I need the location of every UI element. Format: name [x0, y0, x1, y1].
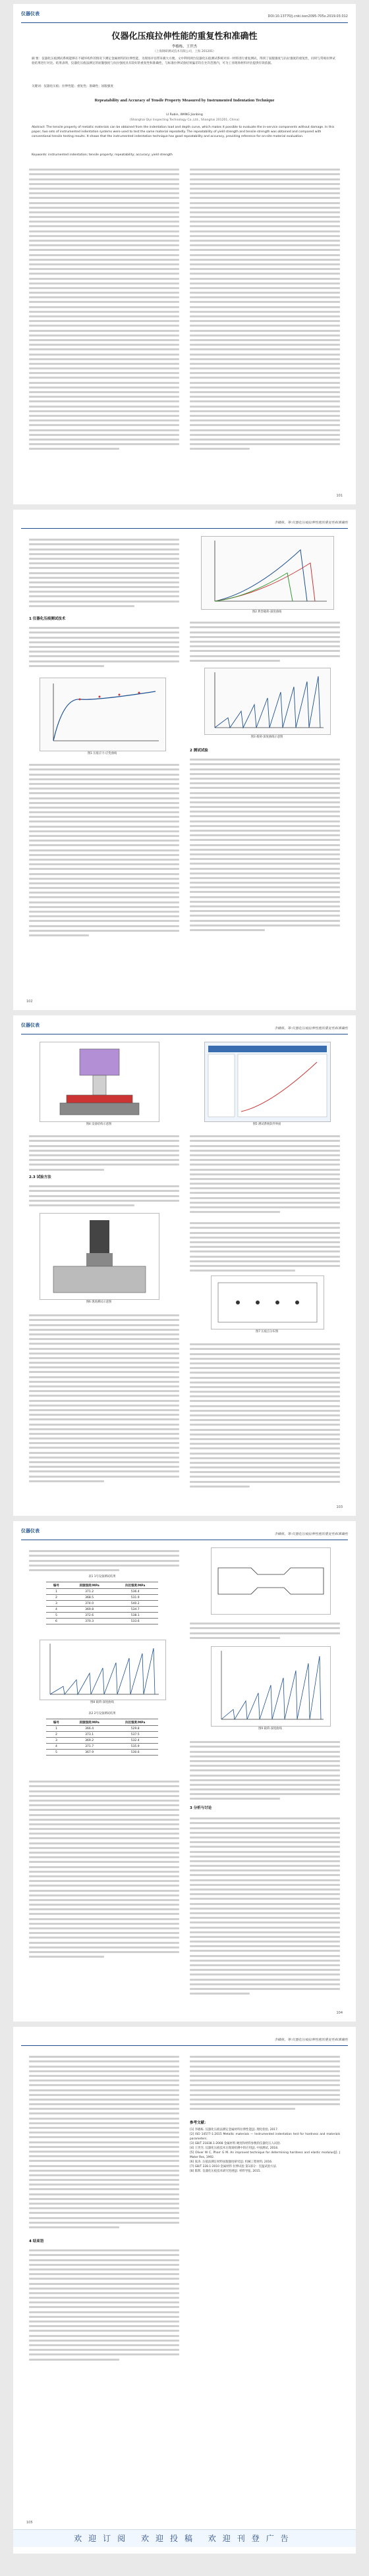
field-test-diagram: [40, 1214, 159, 1299]
body-column-right: [190, 619, 340, 664]
body-column-right-2: [190, 1738, 340, 1803]
page-number: 103: [336, 1505, 343, 1509]
reference-item: [8] 陈辉. 仪器化压痕技术研究进展[J]. 材料导报, 2015.: [190, 2170, 261, 2174]
table-cell: 370.3: [67, 1619, 113, 1624]
body-column-left: [29, 1547, 179, 1574]
table-cell: 371.7: [67, 1744, 113, 1750]
column-header: 编号: [46, 1719, 67, 1726]
table-cell: 5: [46, 1613, 67, 1619]
body-column-right-3: [190, 1341, 340, 1490]
page-header: [21, 1022, 348, 1034]
table-cell: 5: [46, 1750, 67, 1756]
reference-list: [190, 2128, 340, 2174]
table-row: [46, 1738, 158, 1744]
references: [190, 2119, 340, 2174]
page-number: 105: [26, 2521, 33, 2525]
table-cell: 1: [46, 1726, 67, 1732]
body-column-right-3: [190, 1815, 340, 1997]
table-cell: 534.7: [112, 1607, 158, 1613]
body-column-right-2: [190, 756, 340, 934]
title-en: Repeatability and Accuracy of Tensile Property Measured by Instrumented Indentation Technique: [94, 98, 275, 103]
page-1: [13, 4, 356, 504]
body-column-right: [190, 1620, 340, 1642]
abstract-cn: 摘 要：仪器化压痕测试系统能够在不破坏构件的情况下测定金属材料的拉伸性能，为现场评估带来极大方便。文中利用两台仪器化压痕测试系统对同一材料进行重复测试，得到了屈服强度与抗拉强度的重复性，同时与常规拉伸试验结果进行对比。结果表明，仪器化压痕法测定的屈服强度与抗拉强度具有较好的重复性和准确性，与标准拉伸试验结果偏差均在允许范围内，可为工业现场材料评估提供有效依据。: [32, 57, 335, 65]
abstract-en: Abstract: The tensile property of metallic materials can be obtained from the indentation load and depth curve, which makes it possible to evaluate the in-service components without damage. In this paper, two sets of instrumented indentation systems were used to test the same material repeatedly. The repeatability of yield strength and tensile strength was obtained and compared with conventional tensile testing results. It shows that the instrumented indentation technique has good repeatability and accuracy, providing reference for on-site material evaluation.: [32, 126, 335, 138]
reference-item: [3] GB/T 21838.1-2008 金属材料 硬度和材料参数的仪器化压入试验.: [190, 2142, 281, 2146]
body-column-right: [190, 2053, 340, 2112]
specimen-drawing: [212, 1548, 330, 1614]
table-cell: 533.6: [112, 1619, 158, 1624]
column-header: 抗拉强度/MPa: [112, 1719, 158, 1726]
device-structure-diagram: [40, 1042, 159, 1121]
figure-2-caption: 图2 典型载荷-深度曲线: [252, 610, 282, 614]
table-cell: 536.4: [112, 1589, 158, 1595]
figure-5-caption: 图5 测试系统软件界面: [252, 1123, 281, 1126]
table-row: [46, 1619, 158, 1624]
table-row: [46, 1595, 158, 1601]
reference-item: [6] 张涛. 压痕法测定材料屈服强度研究[J]. 机械工程材料, 2016.: [190, 2160, 273, 2164]
figure-7-caption: 图7 压痕点分布图: [255, 1330, 279, 1333]
running-header: 李樯栋，等:仪器化压痕拉伸性能的重复性和准确性: [274, 1532, 348, 1536]
body-column-right-2: [190, 1220, 340, 1274]
figure-4-caption: 图4 设备结构示意图: [86, 1123, 112, 1126]
section-heading: [29, 2238, 179, 2246]
body-column-left-2: [29, 1778, 179, 1960]
body-column-left-2: [29, 1183, 179, 1209]
figure-7: [211, 1275, 324, 1329]
table-cell: 538.1: [112, 1613, 158, 1619]
body-column-left-2: [29, 2247, 179, 2363]
column-header: 屈服强度/MPa: [67, 1582, 113, 1589]
body-column-left-3: [29, 761, 179, 939]
authors-en: LI Rubin, WANG Jianbing: [166, 113, 203, 117]
journal-logo: 仪器仪表: [21, 1023, 40, 1028]
table-row: [46, 1601, 158, 1607]
section-title: 2 测试试验: [190, 749, 208, 753]
subscription-banner: 欢迎订阅 欢迎投稿 欢迎刊登广告: [13, 2529, 356, 2547]
section-title: 2.3 试验方法: [29, 1175, 51, 1179]
table-cell: 530.6: [112, 1750, 158, 1756]
table-row: [46, 1750, 158, 1756]
page-5: [13, 2027, 356, 2554]
page-3: [13, 1015, 356, 1516]
page-number: 102: [26, 1000, 33, 1004]
column-header: 编号: [46, 1582, 67, 1589]
load-depth-curves-device-1: [40, 1640, 165, 1700]
table-cell: 367.9: [67, 1750, 113, 1756]
table-cell: 366.4: [67, 1726, 113, 1732]
table-cell: 531.9: [112, 1595, 158, 1601]
references-title: 参考文献：: [190, 2121, 208, 2125]
figure-1-caption: 图1 压痕应力-应变曲线: [87, 752, 117, 755]
authors: 李樯栋，王世杰: [171, 45, 198, 49]
load-depth-curves: [202, 537, 333, 609]
figure-6-caption: 图6 现场测试示意图: [86, 1301, 112, 1304]
table-body: [46, 1726, 158, 1756]
software-interface: [205, 1042, 330, 1121]
affiliation: （上海钢研测试技术有限公司，上海 201201）: [153, 50, 216, 53]
page-header: [21, 11, 348, 23]
table-2: [46, 1719, 158, 1756]
page-header: [21, 1528, 348, 1540]
table-cell: 368.5: [67, 1595, 113, 1601]
figure-3-caption: 图3 载荷-深度曲线示意图: [250, 736, 283, 739]
figure-8-caption: 图8 载荷-深度曲线: [90, 1701, 114, 1704]
table-cell: 2: [46, 1595, 67, 1601]
table-row: [46, 1607, 158, 1613]
table-cell: 1: [46, 1589, 67, 1595]
table-row: [46, 1613, 158, 1619]
page-number: 101: [336, 494, 343, 498]
page-4: [13, 1521, 356, 2022]
reference-item: [5] Oliver W C, Pharr G M. An improved technique for determining hardness and elastic modulus[J]. J Mater Res, 1992.: [190, 2151, 340, 2160]
reference-item: [7] GB/T 228.1-2010 金属材料 拉伸试验 第1部分：室温试验方法.: [190, 2165, 277, 2169]
figure-9: [211, 1646, 331, 1727]
table-row: [46, 1589, 158, 1595]
running-header: 李樯栋，等:仪器化压痕拉伸性能的重复性和准确性: [274, 2038, 348, 2042]
table-header-row: [46, 1582, 158, 1589]
specimen-figure: [211, 1547, 331, 1615]
table-cell: 4: [46, 1607, 67, 1613]
body-column-left: [29, 1133, 179, 1173]
table-cell: 529.8: [112, 1726, 158, 1732]
affiliation-en: (Shanghai Qiyi Inspecting Technology Co.,Ltd., Shanghai 201201, China): [129, 119, 240, 122]
figure-5: [204, 1042, 331, 1122]
table-cell: 374.0: [67, 1601, 113, 1607]
page-number: 104: [336, 2011, 343, 2015]
table-cell: 369.8: [67, 1607, 113, 1613]
section-heading: [29, 615, 179, 624]
doi-text: DOI:10.13770/j.cnki.issn2095-705x.2019.03.012: [268, 14, 348, 18]
body-column-left: [29, 166, 179, 452]
table-cell: 2: [46, 1732, 67, 1738]
table-cell: 3: [46, 1738, 67, 1744]
table-cell: 532.4: [112, 1738, 158, 1744]
table-cell: 373.1: [67, 1732, 113, 1738]
section-heading: [29, 1173, 179, 1182]
load-depth-curves-device-2: [212, 1647, 330, 1726]
section-heading: [190, 1804, 340, 1813]
body-column-left: [29, 2053, 179, 2231]
table-cell: 6: [46, 1619, 67, 1624]
section-title: 4 结束语: [29, 2240, 44, 2243]
body-column-right: [190, 166, 340, 452]
page-2: [13, 510, 356, 1010]
loading-unloading-cycles: [205, 668, 330, 734]
section-heading-2: [190, 747, 340, 755]
table-cell: 371.2: [67, 1589, 113, 1595]
body-column-left-2: [29, 624, 179, 670]
reference-item: [1] 李樯栋. 仪器化压痕法测定金属材料拉伸性能[J]. 理化检验, 2017.: [190, 2128, 279, 2132]
table-row: [46, 1732, 158, 1738]
table-cell: 4: [46, 1744, 67, 1750]
running-header: 李樯栋，等:仪器化压痕拉伸性能的重复性和准确性: [274, 1027, 348, 1031]
keywords-en: Keywords: instrumented indentation; tensile property; repeatability; accuracy; yield strength: [32, 153, 173, 157]
column-header: 屈服强度/MPa: [67, 1719, 113, 1726]
figure-1: [40, 678, 166, 751]
table-cell: 3: [46, 1601, 67, 1607]
figure-4: [40, 1042, 159, 1122]
table-header-row: [46, 1719, 158, 1726]
section-title: 1 仪器化压痕测试技术: [29, 617, 66, 621]
table-1: [46, 1582, 158, 1624]
column-header: 抗拉强度/MPa: [112, 1582, 158, 1589]
table-cell: 540.2: [112, 1601, 158, 1607]
figure-9-caption: 图9 载荷-深度曲线: [258, 1727, 282, 1731]
reference-item: [4] 王世杰. 仪器化压痕技术在现场检测中的应用[J]. 中国测试, 2018.: [190, 2147, 279, 2151]
table-2-caption: 表2 2号设备测试结果: [88, 1712, 116, 1715]
table-1-caption: 表1 1号设备测试结果: [88, 1575, 116, 1578]
page-header: [21, 516, 348, 529]
figure-6: [40, 1213, 159, 1300]
article-title: 仪器化压痕拉伸性能的重复性和准确性: [111, 32, 258, 41]
table-cell: 369.2: [67, 1738, 113, 1744]
figure-8: [40, 1640, 166, 1700]
stress-strain-diagram: [40, 678, 165, 751]
body-column-left: [29, 536, 179, 610]
reference-item: [2] ISO 14577-1:2015 Metallic materials — Instrumented indentation test for hardness and materials parameters.: [190, 2133, 340, 2141]
table-cell: 372.6: [67, 1613, 113, 1619]
journal-logo: 仪器仪表: [21, 11, 40, 16]
table-row: [46, 1726, 158, 1732]
figure-3: [204, 668, 331, 735]
figure-2: [201, 536, 334, 610]
journal-logo: 仪器仪表: [21, 1528, 40, 1534]
body-column-right: [190, 1133, 340, 1216]
table-body: [46, 1589, 158, 1624]
keywords-cn: 关键词：仪器化压痕；拉伸性能；重复性；准确性；屈服强度: [32, 85, 114, 88]
table-cell: 537.5: [112, 1732, 158, 1738]
indentation-points-diagram: [212, 1276, 324, 1329]
running-header: 李樯栋，等:仪器化压痕拉伸性能的重复性和准确性: [274, 521, 348, 525]
table-cell: 535.9: [112, 1744, 158, 1750]
section-title: 3 分析与讨论: [190, 1806, 212, 1810]
table-row: [46, 1744, 158, 1750]
page-header: [21, 2033, 348, 2046]
body-column-left-3: [29, 1312, 179, 1485]
